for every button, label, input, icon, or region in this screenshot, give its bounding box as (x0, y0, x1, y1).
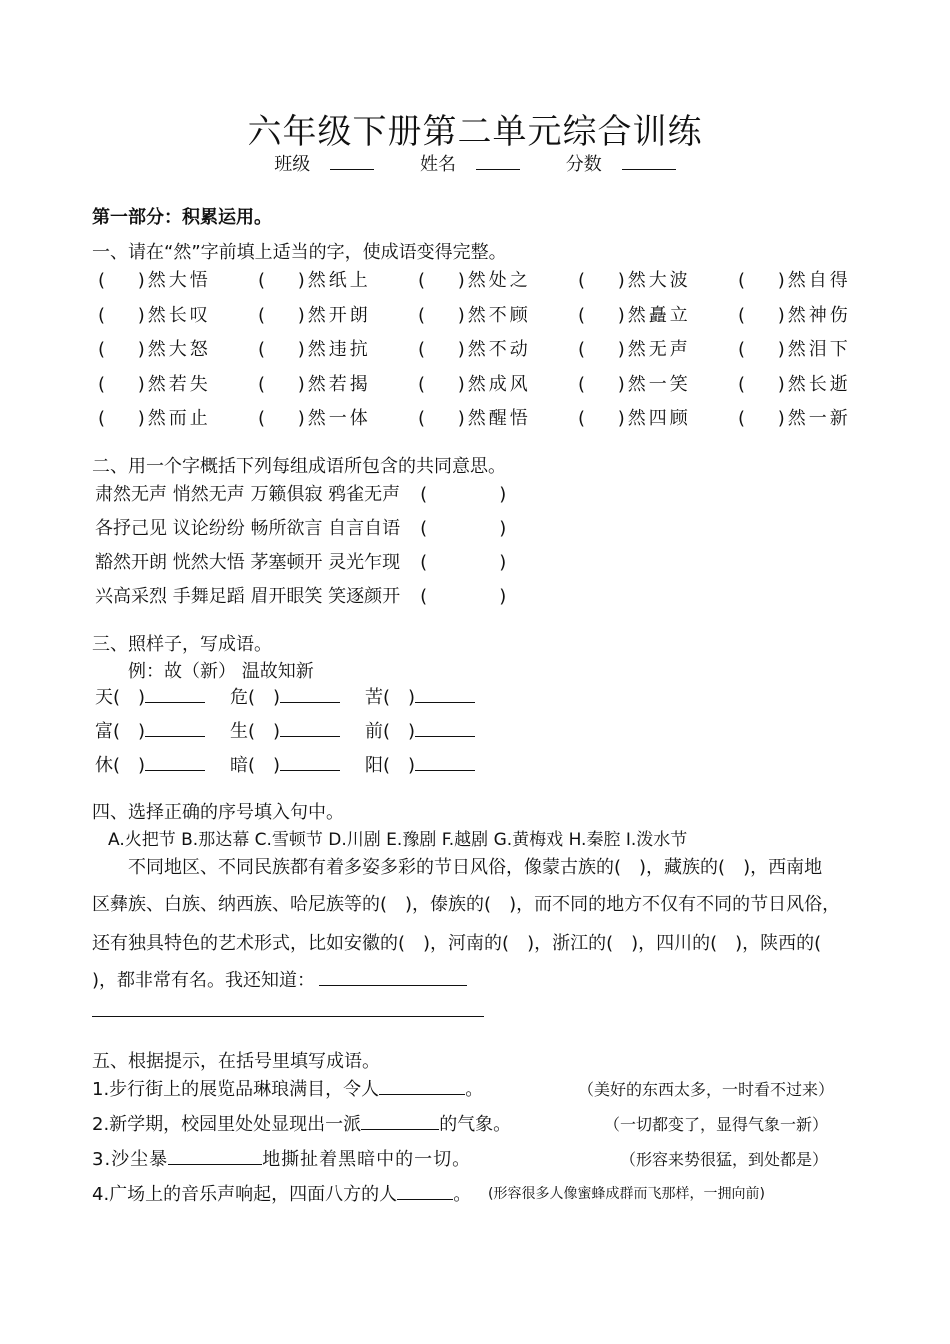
answer-line[interactable] (92, 1016, 484, 1017)
q4-text-line[interactable]: 还有独具特色的艺术形式，比如安徽的( )，河南的( )，浙江的( )，四川的( )，陕西的( (92, 933, 822, 954)
q3-example: 例：故（新） 温故知新 (128, 661, 314, 682)
q4-options: A.火把节 B.那达幕 C.雪顿节 D.川剧 E.豫剧 F.越剧 G.黄梅戏 H.秦腔 I.泼水节 (108, 830, 688, 850)
answer-line[interactable] (319, 971, 467, 986)
q1-grid (98, 266, 898, 439)
q3-heading: 三、照样子，写成语。 (92, 634, 272, 655)
idiom-blank[interactable]: ( )然四顾 (578, 408, 691, 429)
q5-item: 4.广场上的音乐声响起，四面八方的人 。 (92, 1184, 472, 1205)
part-one-heading: 第一部分：积累运用。 (92, 207, 272, 228)
idiom-group: 兴高采烈 手舞足蹈 眉开眼笑 笑逐颜开 (95, 586, 401, 607)
answer-blank[interactable] (379, 1080, 465, 1095)
class-field[interactable] (264, 150, 384, 176)
idiom-blank[interactable]: ( )然神伤 (738, 304, 851, 326)
idiom-blank[interactable]: ( )然泪下 (738, 339, 851, 360)
idiom-blank[interactable]: ( )然若揭 (258, 373, 371, 395)
q4-text-line: )，都非常有名。我还知道： (92, 966, 467, 992)
name-label: 姓名 (420, 154, 456, 175)
q5-hint: (形容很多人像蜜蜂成群而飞那样，一拥向前) (488, 1186, 765, 1202)
idiom-blank[interactable]: ( )然大悟 (98, 270, 211, 291)
q4-heading: 四、选择正确的序号填入句中。 (92, 802, 344, 823)
q1-heading: 一、请在“然”字前填上适当的字，使成语变得完整。 (92, 242, 507, 263)
idiom-blank[interactable]: ( )然违抗 (258, 339, 371, 360)
idiom-blank[interactable]: ( )然无声 (578, 339, 691, 360)
idiom-blank[interactable]: ( )然不顾 (418, 304, 531, 326)
idiom-blank[interactable]: ( )然长逝 (738, 373, 851, 395)
idiom-blank[interactable]: ( )然而止 (98, 408, 211, 429)
q3-row (95, 683, 500, 709)
idiom-blank[interactable]: 前( ) (365, 717, 500, 743)
q1-row (98, 266, 898, 301)
answer-paren[interactable]: ( ) (420, 552, 507, 573)
page-title: 六年级下册第二单元综合训练 (247, 112, 703, 152)
idiom-blank[interactable]: 富( ) (95, 717, 230, 743)
q5-item: 3.沙尘暴 地撕扯着黑暗中的一切。 (92, 1149, 472, 1170)
score-label: 分数 (565, 154, 602, 175)
q2-row (95, 514, 506, 540)
idiom-blank[interactable]: ( )然一体 (258, 408, 371, 429)
q5-heading: 五、根据提示，在括号里填写成语。 (92, 1051, 380, 1072)
idiom-blank[interactable]: ( )然矗立 (578, 304, 691, 326)
q4-text-line[interactable]: 不同地区、不同民族都有着多姿多彩的节日风俗，像蒙古族的( )，藏族的( )，西南地 (128, 857, 823, 878)
idiom-blank[interactable]: ( )然开朗 (258, 304, 371, 326)
student-info (0, 150, 950, 176)
q1-row (98, 335, 898, 370)
idiom-blank[interactable]: ( )然一笑 (578, 373, 691, 395)
idiom-blank[interactable]: ( )然处之 (418, 270, 531, 291)
answer-blank[interactable] (168, 1150, 262, 1165)
q2-row (95, 480, 506, 506)
idiom-group: 豁然开朗 恍然大悟 茅塞顿开 灵光乍现 (95, 552, 401, 573)
answer-paren[interactable]: ( ) (420, 518, 507, 539)
idiom-group: 各抒己见 议论纷纷 畅所欲言 自言自语 (95, 518, 401, 539)
idiom-group: 肃然无声 悄然无声 万籁俱寂 鸦雀无声 (95, 484, 401, 505)
name-field[interactable] (410, 150, 530, 176)
idiom-blank[interactable]: 生( ) (230, 717, 365, 743)
answer-paren[interactable]: ( ) (420, 586, 507, 607)
idiom-blank[interactable]: ( )然醒悟 (418, 408, 531, 429)
q5-item: 2.新学期，校园里处处显现出一派 的气象。 (92, 1114, 512, 1135)
idiom-blank[interactable]: ( )然一新 (738, 408, 851, 429)
idiom-blank[interactable]: ( )然大怒 (98, 339, 211, 360)
idiom-blank[interactable]: ( )然不动 (418, 339, 531, 360)
q5-hint: （形容来势很猛，到处都是） (620, 1150, 829, 1169)
idiom-blank[interactable]: 危( ) (230, 683, 365, 709)
score-field[interactable] (556, 150, 686, 176)
idiom-blank[interactable]: ( )然若失 (98, 373, 211, 395)
q2-row (95, 582, 506, 608)
q3-row (95, 751, 500, 777)
idiom-blank[interactable]: 阳( ) (365, 751, 500, 777)
class-label: 班级 (274, 154, 311, 175)
q1-row (98, 370, 898, 405)
answer-paren[interactable]: ( ) (420, 484, 507, 505)
answer-blank[interactable] (361, 1115, 439, 1130)
answer-blank[interactable] (397, 1185, 453, 1200)
idiom-blank[interactable]: 休( ) (95, 751, 230, 777)
q2-row (95, 548, 506, 574)
q2-heading: 二、用一个字概括下列每组成语所包含的共同意思。 (92, 456, 506, 477)
idiom-blank[interactable]: ( )然长叹 (98, 304, 211, 326)
q1-row (98, 301, 898, 336)
idiom-blank[interactable]: 苦( ) (365, 683, 500, 709)
idiom-blank[interactable]: ( )然纸上 (258, 270, 371, 291)
q5-hint: （一切都变了，显得气象一新） (604, 1115, 829, 1134)
idiom-blank[interactable]: ( )然自得 (738, 270, 851, 291)
q4-text-line[interactable]: 区彝族、白族、纳西族、哈尼族等的( )，傣族的( )，而不同的地方不仅有不同的节日风俗， (92, 894, 841, 915)
q3-row (95, 717, 500, 743)
idiom-blank[interactable]: 天( ) (95, 683, 230, 709)
q1-row (98, 404, 898, 439)
q5-item: 1.步行街上的展览品琳琅满目，令人 。 (92, 1079, 484, 1100)
idiom-blank[interactable]: ( )然成风 (418, 373, 531, 395)
idiom-blank[interactable]: ( )然大波 (578, 270, 691, 291)
q5-hint: （美好的东西太多，一时看不过来） (578, 1080, 835, 1099)
idiom-blank[interactable]: 暗( ) (230, 751, 365, 777)
